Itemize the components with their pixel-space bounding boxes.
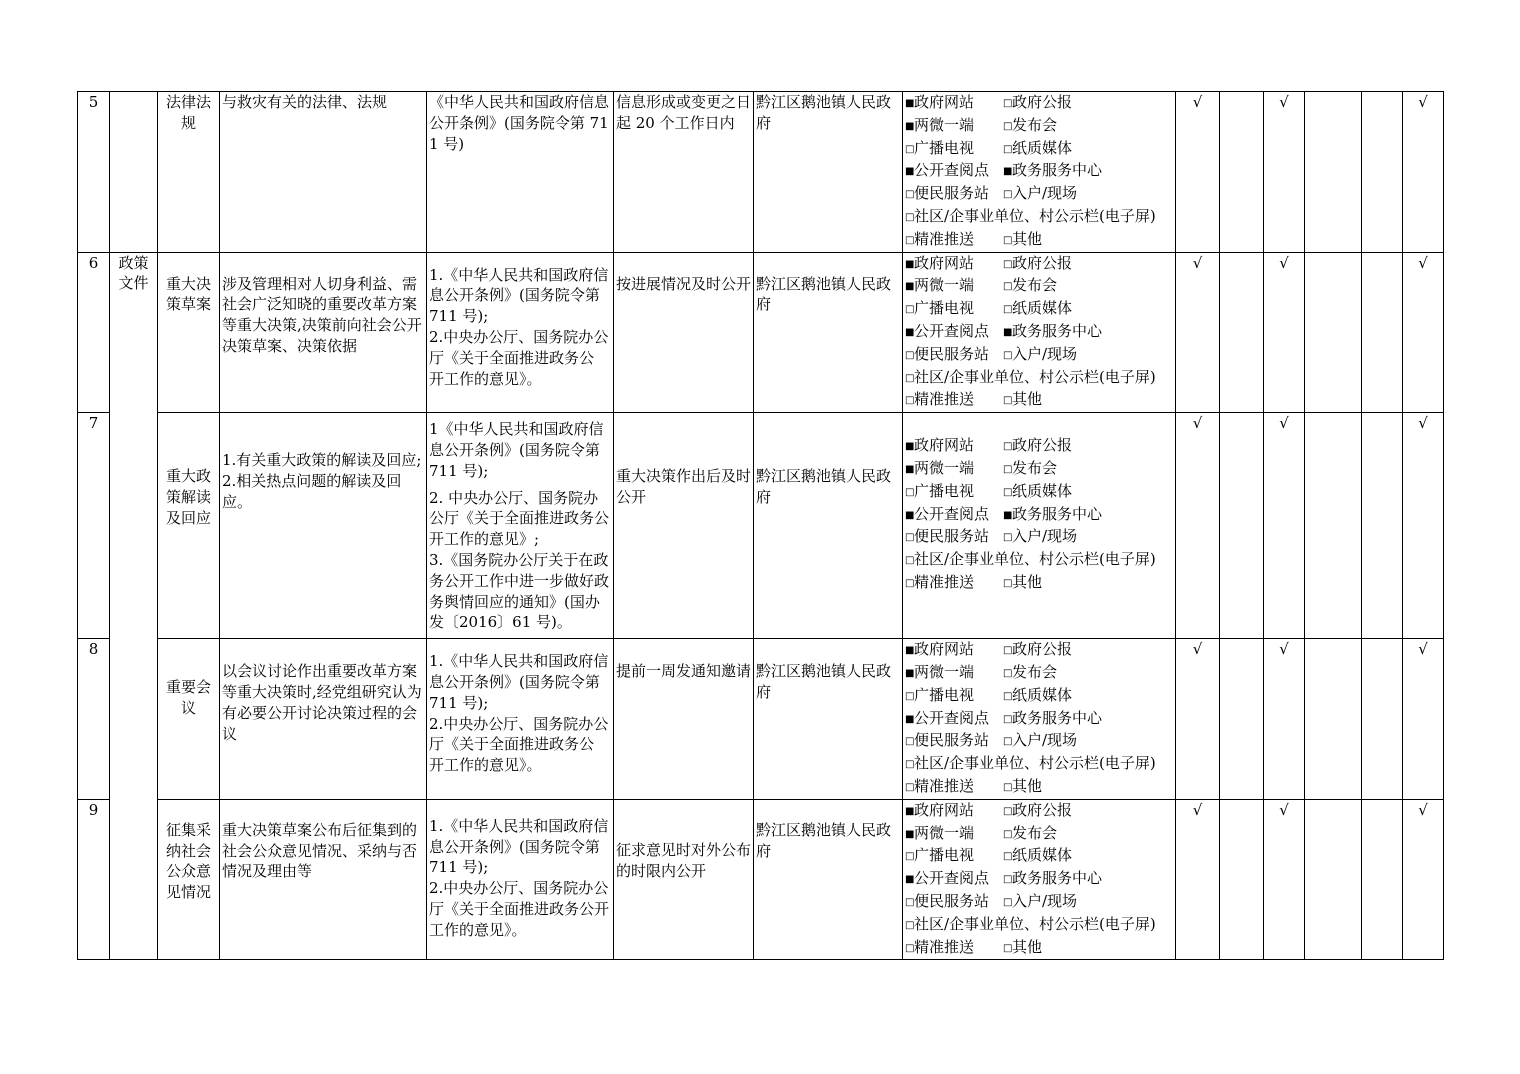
basis-line: 1《中华人民共和国政府信息公开条例》(国务院令第 711 号); <box>429 420 604 480</box>
channel-label: 两微一端 <box>914 823 975 842</box>
checkbox-icon: □ <box>1003 736 1013 748</box>
content-line: 涉及管理相对人切身利益、需社会广泛知晓的重要改革方案等重大决策,决策前向社会公开决策草案、决策依据 <box>222 274 422 355</box>
channel-label: 社区/企事业单位、村公示栏(电子屏) <box>914 206 1156 225</box>
channel-line <box>905 458 1173 481</box>
checkbox-icon: ■ <box>905 281 915 293</box>
channel-line <box>905 868 1173 891</box>
channel-label: 精准推送 <box>914 390 975 409</box>
check-mark: √ <box>1176 799 1220 960</box>
checkbox-icon: ■ <box>905 463 915 475</box>
checkbox-icon: □ <box>1003 349 1013 361</box>
checkbox-icon: □ <box>905 372 915 384</box>
check-mark: √ <box>1264 799 1305 960</box>
checkbox-icon: □ <box>1003 98 1013 109</box>
empty-cell <box>1220 252 1264 413</box>
checkbox-icon: □ <box>1003 258 1013 270</box>
channel-label: 入户/现场 <box>1012 344 1078 363</box>
channel-line <box>905 549 1173 572</box>
checkbox-icon: ■ <box>905 166 915 178</box>
check-mark: √ <box>1403 799 1444 960</box>
disclosure-subject: 黔江区鹅池镇人民政府 <box>754 413 903 639</box>
channel-line <box>905 526 1173 549</box>
checkbox-icon: □ <box>1003 874 1013 886</box>
channel-label: 广播电视 <box>914 138 975 157</box>
basis-line: 1.《中华人民共和国政府信息公开条例》(国务院令第 711 号); <box>429 652 609 712</box>
channel-label: 政府网站 <box>914 93 975 111</box>
channel-label: 公开查阅点 <box>914 504 990 523</box>
empty-cell <box>1362 92 1403 253</box>
checkbox-icon: ■ <box>905 120 915 132</box>
checkbox-icon: □ <box>905 234 915 246</box>
disclosure-channels <box>903 252 1176 413</box>
channel-line <box>905 389 1173 412</box>
table-row <box>78 92 1444 253</box>
disclosure-subject: 黔江区鹅池镇人民政府 <box>754 799 903 960</box>
channel-label: 纸质媒体 <box>1012 138 1073 157</box>
check-mark: √ <box>1403 639 1444 800</box>
checkbox-icon: □ <box>1003 281 1013 293</box>
channel-label: 精准推送 <box>914 937 975 956</box>
empty-cell <box>1220 639 1264 800</box>
channel-label: 便民服务站 <box>914 344 990 363</box>
checkbox-icon: □ <box>1003 304 1013 316</box>
check-mark: √ <box>1403 252 1444 413</box>
checkbox-icon: □ <box>905 555 915 567</box>
basis-line: 《中华人民共和国政府信息公开条例》(国务院令第 711 号) <box>429 93 610 153</box>
channel-label: 其他 <box>1012 390 1043 409</box>
row-number: 6 <box>78 252 110 413</box>
channel-label: 公开查阅点 <box>914 161 990 180</box>
channel-line <box>905 685 1173 708</box>
channel-label: 纸质媒体 <box>1012 685 1073 704</box>
channel-label: 两微一端 <box>914 115 975 134</box>
disclosure-channels <box>903 92 1176 253</box>
empty-cell <box>1305 799 1362 960</box>
checkbox-icon: □ <box>1003 781 1013 793</box>
channel-line <box>905 845 1173 868</box>
empty-cell <box>1220 413 1264 639</box>
disclosure-channels <box>903 799 1176 960</box>
channel-line <box>905 662 1173 685</box>
checkbox-icon: ■ <box>905 805 915 817</box>
channel-label: 精准推送 <box>914 229 975 248</box>
disclosure-channels <box>903 413 1176 639</box>
check-mark: √ <box>1264 639 1305 800</box>
channel-label: 两微一端 <box>914 276 975 295</box>
checkbox-icon: ■ <box>1003 509 1013 521</box>
channel-line <box>905 183 1173 206</box>
item-name: 征集采纳社会公众意见情况 <box>158 799 220 960</box>
checkbox-icon: □ <box>905 942 915 954</box>
checkbox-icon: □ <box>905 690 915 702</box>
channel-label: 政府公报 <box>1012 93 1073 111</box>
item-name: 重大政策解读及回应 <box>158 413 220 639</box>
content-line: 2.相关热点问题的解读及回应。 <box>222 471 402 511</box>
checkbox-icon: □ <box>1003 942 1013 954</box>
check-mark: √ <box>1264 252 1305 413</box>
channel-label: 其他 <box>1012 776 1043 795</box>
channel-label: 政府网站 <box>914 253 975 272</box>
channel-label: 社区/企事业单位、村公示栏(电子屏) <box>914 914 1156 933</box>
item-basis <box>427 413 614 639</box>
empty-cell <box>1305 413 1362 639</box>
table-row <box>78 413 1444 639</box>
channel-label: 广播电视 <box>914 685 975 704</box>
channel-label: 公开查阅点 <box>914 321 990 340</box>
checkbox-icon: □ <box>1003 441 1013 453</box>
channel-line <box>905 823 1173 846</box>
channel-line <box>905 753 1173 776</box>
empty-cell <box>1362 639 1403 800</box>
channel-label: 发布会 <box>1012 823 1058 842</box>
channel-line <box>905 253 1173 276</box>
checkbox-icon: ■ <box>905 509 915 521</box>
channel-label: 广播电视 <box>914 846 975 865</box>
basis-line: 2. 中央办公厅、国务院办公厅《关于全面推进政务公开工作的意见》; <box>429 488 610 549</box>
checkbox-icon: □ <box>905 143 915 155</box>
checkbox-icon: □ <box>905 781 915 793</box>
disclosure-channels <box>903 639 1176 800</box>
checkbox-icon: □ <box>1003 486 1013 498</box>
channel-label: 其他 <box>1012 229 1043 248</box>
channel-line <box>905 572 1173 595</box>
checkbox-icon: □ <box>905 532 915 544</box>
channel-line <box>905 708 1173 731</box>
checkbox-icon: □ <box>1003 234 1013 246</box>
basis-line: 2.中央办公厅、国务院办公 厅《关于全面推进政务公 开工作的意见》。 <box>429 714 609 775</box>
checkbox-icon: ■ <box>905 441 915 453</box>
checkbox-icon: □ <box>1003 713 1013 725</box>
empty-cell <box>1362 252 1403 413</box>
channel-label: 政府网站 <box>914 436 975 455</box>
checkbox-icon: ■ <box>905 258 915 270</box>
time-limit: 征求意见时对外公布的时限内公开 <box>614 799 754 960</box>
channel-label: 政府公报 <box>1012 253 1073 272</box>
channel-line <box>905 344 1173 367</box>
checkbox-icon: □ <box>1003 896 1013 908</box>
channel-label: 发布会 <box>1012 458 1058 477</box>
checkbox-icon: □ <box>1003 395 1013 407</box>
channel-label: 广播电视 <box>914 299 975 318</box>
channel-line <box>905 481 1173 504</box>
checkbox-icon: □ <box>905 896 915 908</box>
channel-label: 政府公报 <box>1012 436 1073 455</box>
empty-cell <box>1305 92 1362 253</box>
check-mark: √ <box>1403 413 1444 639</box>
item-basis <box>427 799 614 960</box>
item-name: 重要会议 <box>158 639 220 800</box>
channel-label: 入户/现场 <box>1012 527 1078 546</box>
channel-label: 政务服务中心 <box>1012 321 1103 340</box>
checkbox-icon: ■ <box>905 645 915 657</box>
basis-line: 2.中央办公厅、国务院办公 厅《关于全面推进政务公 开工作的意见》。 <box>429 327 609 388</box>
checkbox-icon: ■ <box>905 713 915 725</box>
channel-label: 入户/现场 <box>1012 731 1078 750</box>
checkbox-icon: □ <box>905 486 915 498</box>
channel-line <box>905 138 1173 161</box>
channel-label: 便民服务站 <box>914 184 990 203</box>
channel-label: 公开查阅点 <box>914 708 990 727</box>
channel-line <box>905 914 1173 937</box>
checkbox-icon: □ <box>905 304 915 316</box>
channel-label: 便民服务站 <box>914 891 990 910</box>
channel-label: 发布会 <box>1012 662 1058 681</box>
time-limit: 信息形成或变更之日起 20 个工作日内 <box>614 92 754 253</box>
checkbox-icon: □ <box>1003 690 1013 702</box>
channel-label: 便民服务站 <box>914 527 990 546</box>
checkbox-icon: □ <box>1003 189 1013 201</box>
channel-line <box>905 639 1173 662</box>
checkbox-icon: ■ <box>905 874 915 886</box>
checkbox-icon: ■ <box>905 98 915 109</box>
category-cell-empty <box>110 92 158 253</box>
channel-label: 发布会 <box>1012 115 1058 134</box>
channel-line <box>905 298 1173 321</box>
channel-label: 广播电视 <box>914 481 975 500</box>
channel-line <box>905 367 1173 390</box>
channel-label: 便民服务站 <box>914 731 990 750</box>
channel-line <box>905 206 1173 229</box>
channel-line <box>905 115 1173 138</box>
channel-label: 纸质媒体 <box>1012 481 1073 500</box>
check-mark: √ <box>1176 252 1220 413</box>
channel-label: 政务服务中心 <box>1012 869 1103 888</box>
checkbox-icon: □ <box>905 349 915 361</box>
checkbox-icon: □ <box>905 851 915 863</box>
checkbox-icon: □ <box>905 189 915 201</box>
time-limit: 提前一周发通知邀请 <box>614 639 754 800</box>
channel-line <box>905 229 1173 252</box>
channel-line <box>905 504 1173 527</box>
channel-label: 政府网站 <box>914 640 975 659</box>
row-number: 7 <box>78 413 110 639</box>
channel-label: 政务服务中心 <box>1012 504 1103 523</box>
channel-line <box>905 891 1173 914</box>
channel-line <box>905 730 1173 753</box>
empty-cell <box>1305 252 1362 413</box>
channel-label: 公开查阅点 <box>914 869 990 888</box>
checkbox-icon: □ <box>1003 120 1013 132</box>
basis-line: 3.《国务院办公厅关于在政务公开工作中进一步做好政务舆情回应的通知》(国办发〔2016〕61 号)。 <box>429 550 610 632</box>
checkbox-icon: □ <box>1003 667 1013 679</box>
check-mark: √ <box>1264 413 1305 639</box>
checkbox-icon: ■ <box>1003 166 1013 178</box>
channel-label: 其他 <box>1012 572 1043 591</box>
item-content <box>220 799 427 960</box>
channel-label: 入户/现场 <box>1012 184 1078 203</box>
check-mark: √ <box>1264 92 1305 253</box>
channel-line <box>905 776 1173 799</box>
channel-label: 政府公报 <box>1012 800 1073 819</box>
content-line: 1.有关重大政策的解读及回应; <box>222 451 422 470</box>
empty-cell <box>1362 413 1403 639</box>
checkbox-icon: ■ <box>1003 326 1013 338</box>
checkbox-icon: □ <box>1003 577 1013 589</box>
basis-line: 1.《中华人民共和国政府信息公开条例》(国务院令第 711 号); <box>429 816 609 877</box>
channel-label: 政务服务中心 <box>1012 708 1103 727</box>
channel-label: 入户/现场 <box>1012 891 1078 910</box>
check-mark: √ <box>1176 413 1220 639</box>
disclosure-subject: 黔江区鹅池镇人民政府 <box>754 92 903 253</box>
item-name: 重大决策草案 <box>158 252 220 413</box>
checkbox-icon: □ <box>905 919 915 931</box>
disclosure-subject: 黔江区鹅池镇人民政府 <box>754 252 903 413</box>
item-content <box>220 639 427 800</box>
check-mark: √ <box>1403 92 1444 253</box>
row-number: 9 <box>78 799 110 960</box>
checkbox-icon: □ <box>905 395 915 407</box>
channel-line <box>905 275 1173 298</box>
empty-cell <box>1220 799 1264 960</box>
table-row <box>78 252 1444 413</box>
checkbox-icon: □ <box>905 759 915 771</box>
time-limit: 按进展情况及时公开 <box>614 252 754 413</box>
channel-line <box>905 435 1173 458</box>
basis-line: 1.《中华人民共和国政府信息公开条例》(国务院令第 711 号); <box>429 265 609 326</box>
channel-label: 社区/企事业单位、村公示栏(电子屏) <box>914 367 1156 386</box>
channel-label: 政务服务中心 <box>1012 161 1103 180</box>
checkbox-icon: □ <box>905 577 915 589</box>
checkbox-icon: ■ <box>905 667 915 679</box>
channel-label: 其他 <box>1012 937 1043 956</box>
policy-category: 政策文件 <box>110 252 158 960</box>
item-content <box>220 413 427 639</box>
checkbox-icon: □ <box>1003 463 1013 475</box>
channel-line <box>905 321 1173 344</box>
channel-label: 纸质媒体 <box>1012 846 1073 865</box>
check-mark: √ <box>1176 92 1220 253</box>
channel-label: 纸质媒体 <box>1012 299 1073 318</box>
item-content <box>220 252 427 413</box>
check-mark: √ <box>1176 639 1220 800</box>
channel-line <box>905 937 1173 960</box>
channel-line <box>905 92 1173 115</box>
channel-label: 精准推送 <box>914 572 975 591</box>
channel-line <box>905 800 1173 823</box>
table-row <box>78 639 1444 800</box>
checkbox-icon: □ <box>1003 805 1013 817</box>
checkbox-icon: ■ <box>905 326 915 338</box>
content-line: 以会议讨论作出重要改革方案等重大决策时,经党组研究认为有必要公开讨论决策过程的会议 <box>222 662 422 743</box>
channel-label: 政府公报 <box>1012 640 1073 659</box>
item-name: 法律法规 <box>158 92 220 253</box>
item-basis <box>427 252 614 413</box>
disclosure-subject: 黔江区鹅池镇人民政府 <box>754 639 903 800</box>
channel-label: 两微一端 <box>914 662 975 681</box>
row-number: 5 <box>78 92 110 253</box>
checkbox-icon: □ <box>905 211 915 223</box>
empty-cell <box>1362 799 1403 960</box>
checkbox-icon: □ <box>1003 828 1013 840</box>
empty-cell <box>1220 92 1264 253</box>
content-line: 重大决策草案公布后征集到的社会公众意见情况、采纳与否情况及理由等 <box>222 820 418 881</box>
empty-cell <box>1305 639 1362 800</box>
channel-label: 发布会 <box>1012 276 1058 295</box>
channel-label: 精准推送 <box>914 776 975 795</box>
channel-label: 两微一端 <box>914 458 975 477</box>
channel-label: 社区/企事业单位、村公示栏(电子屏) <box>914 754 1156 773</box>
checkbox-icon: □ <box>905 736 915 748</box>
channel-label: 政府网站 <box>914 800 975 819</box>
checkbox-icon: □ <box>1003 851 1013 863</box>
basis-line: 2.中央办公厅、国务院办公厅《关于全面推进政务公开工作的意见》。 <box>429 879 610 939</box>
content-line: 与救灾有关的法律、法规 <box>222 93 388 111</box>
disclosure-table <box>77 91 1444 960</box>
checkbox-icon: □ <box>1003 143 1013 155</box>
time-limit: 重大决策作出后及时公开 <box>614 413 754 639</box>
channel-line <box>905 160 1173 183</box>
row-number: 8 <box>78 639 110 800</box>
item-basis <box>427 639 614 800</box>
channel-label: 社区/企事业单位、村公示栏(电子屏) <box>914 550 1156 569</box>
checkbox-icon: □ <box>1003 532 1013 544</box>
checkbox-icon: ■ <box>905 828 915 840</box>
item-content <box>220 92 427 253</box>
checkbox-icon: □ <box>1003 645 1013 657</box>
table-row <box>78 799 1444 960</box>
item-basis <box>427 92 614 253</box>
